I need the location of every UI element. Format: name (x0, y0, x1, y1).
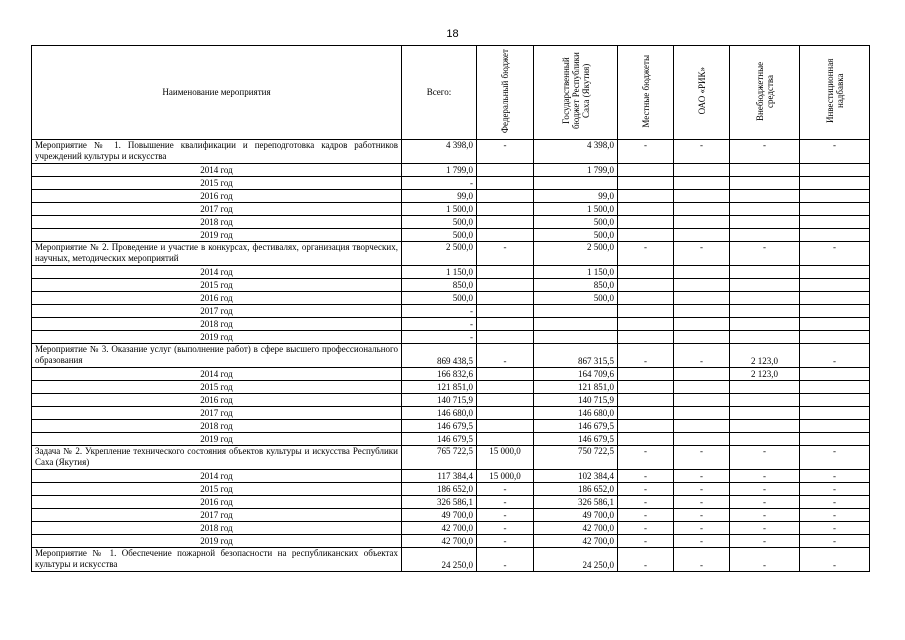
oao-cell (674, 368, 730, 381)
republic-cell (534, 318, 618, 331)
local-cell (618, 164, 674, 177)
republic-cell: 42 700,0 (534, 522, 618, 535)
oao-cell (674, 216, 730, 229)
total-cell: 49 700,0 (402, 509, 477, 522)
invest-cell (800, 381, 870, 394)
extra-cell (730, 305, 800, 318)
extra-cell (730, 266, 800, 279)
activity-row (32, 446, 870, 470)
year-cell: 2016 год (32, 496, 402, 509)
year-cell: 2017 год (32, 407, 402, 420)
invest-cell (800, 292, 870, 305)
year-cell: 2019 год (32, 331, 402, 344)
republic-cell: 867 315,5 (534, 344, 618, 368)
extra-cell: 2 123,0 (730, 344, 800, 368)
year-row (32, 229, 870, 242)
table-header (32, 46, 870, 140)
year-row (32, 407, 870, 420)
local-cell: - (618, 470, 674, 483)
republic-cell: 42 700,0 (534, 535, 618, 548)
federal-cell: - (477, 140, 534, 164)
year-row (32, 368, 870, 381)
local-cell: - (618, 483, 674, 496)
federal-cell: - (477, 242, 534, 266)
total-cell: - (402, 318, 477, 331)
republic-cell: 164 709,6 (534, 368, 618, 381)
federal-cell (477, 203, 534, 216)
activity-row (32, 140, 870, 164)
oao-cell (674, 381, 730, 394)
local-cell (618, 407, 674, 420)
extra-cell (730, 318, 800, 331)
oao-cell: - (674, 483, 730, 496)
activity-name-cell: Мероприятие № 1. Обеспечение пожарной безопасности на республиканских объектах культуры и искусства (32, 548, 402, 572)
year-row (32, 496, 870, 509)
total-cell: 42 700,0 (402, 535, 477, 548)
oao-cell: - (674, 496, 730, 509)
invest-cell (800, 394, 870, 407)
federal-cell (477, 420, 534, 433)
local-cell (618, 318, 674, 331)
year-row (32, 470, 870, 483)
federal-cell (477, 394, 534, 407)
oao-cell: - (674, 470, 730, 483)
federal-cell (477, 229, 534, 242)
year-cell: 2016 год (32, 292, 402, 305)
total-cell: 99,0 (402, 190, 477, 203)
invest-cell: - (800, 522, 870, 535)
republic-cell: 146 679,5 (534, 433, 618, 446)
extra-cell: - (730, 548, 800, 572)
federal-cell (477, 266, 534, 279)
oao-cell: - (674, 522, 730, 535)
table-body (32, 140, 870, 572)
oao-cell: - (674, 509, 730, 522)
year-row (32, 216, 870, 229)
year-cell: 2014 год (32, 164, 402, 177)
federal-cell (477, 331, 534, 344)
total-cell: 121 851,0 (402, 381, 477, 394)
year-row (32, 318, 870, 331)
year-cell: 2018 год (32, 522, 402, 535)
invest-cell: - (800, 344, 870, 368)
total-cell: 140 715,9 (402, 394, 477, 407)
year-cell: 2015 год (32, 177, 402, 190)
invest-cell (800, 318, 870, 331)
header-local: Местные бюджеты (618, 46, 674, 140)
federal-cell (477, 368, 534, 381)
year-cell: 2014 год (32, 266, 402, 279)
year-row (32, 266, 870, 279)
invest-cell (800, 177, 870, 190)
year-cell: 2019 год (32, 535, 402, 548)
republic-cell: 121 851,0 (534, 381, 618, 394)
republic-cell: 146 680,0 (534, 407, 618, 420)
page-number: 18 (446, 28, 459, 40)
invest-cell: - (800, 140, 870, 164)
extra-cell: - (730, 509, 800, 522)
year-row (32, 394, 870, 407)
invest-cell: - (800, 483, 870, 496)
extra-cell (730, 292, 800, 305)
federal-cell: - (477, 496, 534, 509)
republic-cell: 186 652,0 (534, 483, 618, 496)
total-cell: 500,0 (402, 229, 477, 242)
invest-cell (800, 279, 870, 292)
federal-cell (477, 305, 534, 318)
total-cell: 1 500,0 (402, 203, 477, 216)
oao-cell (674, 318, 730, 331)
activity-row (32, 242, 870, 266)
extra-cell (730, 279, 800, 292)
oao-cell (674, 229, 730, 242)
oao-cell (674, 433, 730, 446)
year-cell: 2017 год (32, 203, 402, 216)
total-cell: - (402, 305, 477, 318)
oao-cell (674, 292, 730, 305)
year-row (32, 190, 870, 203)
local-cell (618, 433, 674, 446)
year-row (32, 203, 870, 216)
invest-cell (800, 368, 870, 381)
extra-cell (730, 331, 800, 344)
invest-cell (800, 305, 870, 318)
oao-cell (674, 394, 730, 407)
local-cell: - (618, 509, 674, 522)
oao-cell (674, 177, 730, 190)
local-cell (618, 368, 674, 381)
republic-cell: 1 799,0 (534, 164, 618, 177)
extra-cell (730, 164, 800, 177)
extra-cell: - (730, 470, 800, 483)
invest-cell (800, 407, 870, 420)
local-cell: - (618, 344, 674, 368)
extra-cell (730, 420, 800, 433)
federal-cell: - (477, 522, 534, 535)
total-cell: 42 700,0 (402, 522, 477, 535)
republic-cell (534, 331, 618, 344)
invest-cell: - (800, 509, 870, 522)
local-cell: - (618, 446, 674, 470)
oao-cell: - (674, 446, 730, 470)
republic-cell: 1 500,0 (534, 203, 618, 216)
local-cell (618, 292, 674, 305)
federal-cell (477, 381, 534, 394)
activity-name-cell: Задача № 2. Укрепление технического состояния объектов культуры и искусства Республики Саха (Якутия) (32, 446, 402, 470)
total-cell: 166 832,6 (402, 368, 477, 381)
republic-cell: 500,0 (534, 292, 618, 305)
oao-cell (674, 407, 730, 420)
republic-cell: 146 679,5 (534, 420, 618, 433)
republic-cell: 326 586,1 (534, 496, 618, 509)
local-cell (618, 266, 674, 279)
oao-cell (674, 203, 730, 216)
republic-cell: 24 250,0 (534, 548, 618, 572)
total-cell: 186 652,0 (402, 483, 477, 496)
extra-cell (730, 190, 800, 203)
republic-cell: 500,0 (534, 229, 618, 242)
year-row (32, 509, 870, 522)
year-cell: 2019 год (32, 433, 402, 446)
year-cell: 2015 год (32, 483, 402, 496)
republic-cell: 500,0 (534, 216, 618, 229)
invest-cell (800, 216, 870, 229)
invest-cell: - (800, 242, 870, 266)
funding-table (31, 45, 870, 572)
local-cell (618, 279, 674, 292)
republic-cell: 4 398,0 (534, 140, 618, 164)
activity-name-cell: Мероприятие № 2. Проведение и участие в конкурсах, фестивалях, организация творческих, научных, методических мероприятий (32, 242, 402, 266)
republic-cell: 99,0 (534, 190, 618, 203)
year-row (32, 331, 870, 344)
republic-cell: 1 150,0 (534, 266, 618, 279)
local-cell (618, 203, 674, 216)
invest-cell (800, 331, 870, 344)
header-oao: ОАО «РИК» (674, 46, 730, 140)
invest-cell (800, 164, 870, 177)
invest-cell (800, 266, 870, 279)
invest-cell (800, 190, 870, 203)
total-cell: 500,0 (402, 216, 477, 229)
local-cell (618, 420, 674, 433)
year-row (32, 164, 870, 177)
oao-cell (674, 164, 730, 177)
extra-cell (730, 394, 800, 407)
year-cell: 2014 год (32, 368, 402, 381)
federal-cell (477, 318, 534, 331)
invest-cell (800, 433, 870, 446)
republic-cell: 140 715,9 (534, 394, 618, 407)
federal-cell (477, 177, 534, 190)
federal-cell: - (477, 483, 534, 496)
total-cell: 2 500,0 (402, 242, 477, 266)
invest-cell (800, 203, 870, 216)
invest-cell: - (800, 496, 870, 509)
republic-cell (534, 177, 618, 190)
year-row (32, 420, 870, 433)
extra-cell (730, 407, 800, 420)
total-cell: 1 150,0 (402, 266, 477, 279)
extra-cell (730, 203, 800, 216)
invest-cell (800, 229, 870, 242)
extra-cell: - (730, 483, 800, 496)
total-cell: 4 398,0 (402, 140, 477, 164)
federal-cell: - (477, 344, 534, 368)
header-republic: Государственный бюджет Республики Саха (Якутия) (534, 46, 618, 140)
invest-cell: - (800, 548, 870, 572)
local-cell: - (618, 496, 674, 509)
extra-cell (730, 177, 800, 190)
total-cell: 869 438,5 (402, 344, 477, 368)
invest-cell: - (800, 446, 870, 470)
oao-cell (674, 331, 730, 344)
year-cell: 2017 год (32, 509, 402, 522)
oao-cell (674, 266, 730, 279)
total-cell: 117 384,4 (402, 470, 477, 483)
local-cell (618, 177, 674, 190)
year-row (32, 177, 870, 190)
extra-cell (730, 229, 800, 242)
extra-cell (730, 433, 800, 446)
invest-cell: - (800, 470, 870, 483)
year-cell: 2014 год (32, 470, 402, 483)
year-cell: 2016 год (32, 190, 402, 203)
year-cell: 2017 год (32, 305, 402, 318)
total-cell: - (402, 331, 477, 344)
republic-cell (534, 305, 618, 318)
local-cell (618, 331, 674, 344)
republic-cell: 750 722,5 (534, 446, 618, 470)
year-row (32, 279, 870, 292)
year-row (32, 483, 870, 496)
activity-name-cell: Мероприятие № 1. Повышение квалификации и переподготовка кадров работников учреждений культуры и искусства (32, 140, 402, 164)
year-cell: 2018 год (32, 420, 402, 433)
year-row (32, 305, 870, 318)
year-cell: 2018 год (32, 318, 402, 331)
local-cell: - (618, 242, 674, 266)
year-cell: 2015 год (32, 279, 402, 292)
year-row (32, 535, 870, 548)
oao-cell: - (674, 548, 730, 572)
republic-cell: 49 700,0 (534, 509, 618, 522)
republic-cell: 850,0 (534, 279, 618, 292)
local-cell (618, 381, 674, 394)
total-cell: 850,0 (402, 279, 477, 292)
oao-cell: - (674, 344, 730, 368)
federal-cell (477, 190, 534, 203)
total-cell: 326 586,1 (402, 496, 477, 509)
federal-cell: - (477, 509, 534, 522)
federal-cell (477, 216, 534, 229)
extra-cell (730, 381, 800, 394)
total-cell: 146 680,0 (402, 407, 477, 420)
extra-cell: - (730, 242, 800, 266)
header-extra: Внебюджетные средства (730, 46, 800, 140)
federal-cell (477, 279, 534, 292)
activity-name-cell: Мероприятие № 3. Оказание услуг (выполнение работ) в сфере высшего профессионального образования (32, 344, 402, 368)
local-cell: - (618, 535, 674, 548)
local-cell (618, 229, 674, 242)
oao-cell (674, 305, 730, 318)
year-cell: 2016 год (32, 394, 402, 407)
oao-cell: - (674, 535, 730, 548)
total-cell: 500,0 (402, 292, 477, 305)
local-cell: - (618, 548, 674, 572)
oao-cell (674, 190, 730, 203)
federal-cell: - (477, 535, 534, 548)
header-invest: Инвестиционная надбавка (800, 46, 870, 140)
year-cell: 2018 год (32, 216, 402, 229)
extra-cell: - (730, 496, 800, 509)
oao-cell (674, 279, 730, 292)
local-cell (618, 394, 674, 407)
year-row (32, 433, 870, 446)
activity-row (32, 548, 870, 572)
federal-cell (477, 164, 534, 177)
federal-cell (477, 292, 534, 305)
activity-row (32, 344, 870, 368)
total-cell: 146 679,5 (402, 420, 477, 433)
total-cell: 24 250,0 (402, 548, 477, 572)
extra-cell: - (730, 522, 800, 535)
extra-cell: - (730, 535, 800, 548)
year-row (32, 381, 870, 394)
extra-cell (730, 216, 800, 229)
oao-cell: - (674, 242, 730, 266)
federal-cell: 15 000,0 (477, 446, 534, 470)
invest-cell: - (800, 535, 870, 548)
federal-cell: 15 000,0 (477, 470, 534, 483)
federal-cell: - (477, 548, 534, 572)
extra-cell: - (730, 140, 800, 164)
federal-cell (477, 433, 534, 446)
oao-cell (674, 420, 730, 433)
year-cell: 2015 год (32, 381, 402, 394)
year-row (32, 292, 870, 305)
local-cell (618, 305, 674, 318)
local-cell (618, 190, 674, 203)
local-cell: - (618, 522, 674, 535)
year-cell: 2019 год (32, 229, 402, 242)
republic-cell: 102 384,4 (534, 470, 618, 483)
invest-cell (800, 420, 870, 433)
total-cell: 1 799,0 (402, 164, 477, 177)
total-cell: 765 722,5 (402, 446, 477, 470)
total-cell: - (402, 177, 477, 190)
republic-cell: 2 500,0 (534, 242, 618, 266)
local-cell: - (618, 140, 674, 164)
header-name: Наименование мероприятия (32, 46, 402, 140)
extra-cell: - (730, 446, 800, 470)
local-cell (618, 216, 674, 229)
federal-cell (477, 407, 534, 420)
header-total: Всего: (402, 46, 477, 140)
header-federal: Федеральный бюджет (477, 46, 534, 140)
year-row (32, 522, 870, 535)
extra-cell: 2 123,0 (730, 368, 800, 381)
oao-cell: - (674, 140, 730, 164)
total-cell: 146 679,5 (402, 433, 477, 446)
